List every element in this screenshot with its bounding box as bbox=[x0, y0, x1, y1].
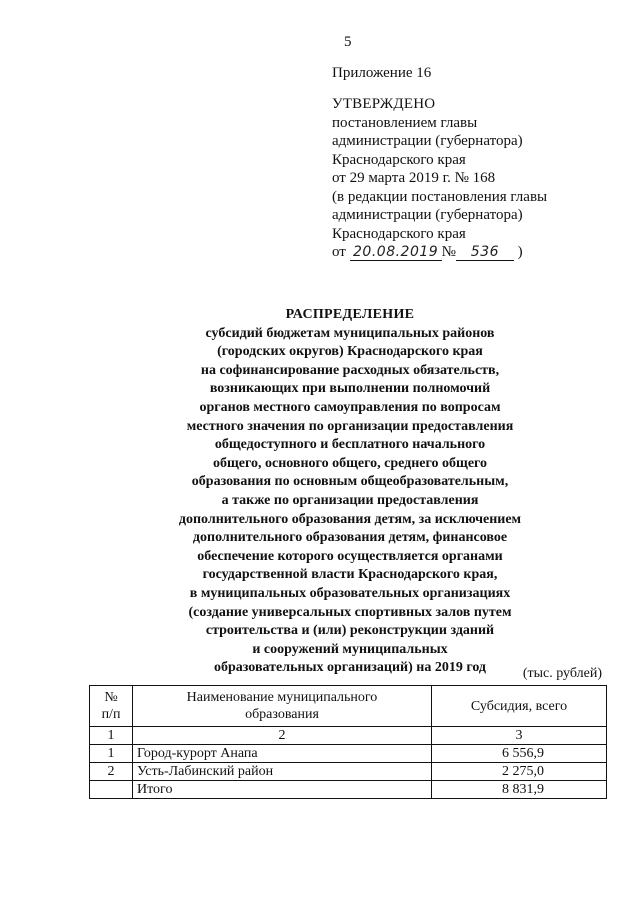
title-line: (городских округов) Краснодарского края bbox=[217, 344, 483, 360]
approval-line: от 29 марта 2019 г. № 168 bbox=[332, 170, 496, 186]
title-line: а также по организации предоставления bbox=[221, 492, 479, 508]
title-line: образовательных организаций) на 2019 год bbox=[213, 660, 487, 676]
page-number: 5 bbox=[344, 34, 352, 50]
title-line: дополнительного образования детям, финансовое bbox=[192, 530, 508, 546]
title-heading: РАСПРЕДЕЛЕНИЕ bbox=[285, 307, 415, 322]
header-name bbox=[133, 686, 432, 727]
header-subsidy: Субсидия, всего bbox=[432, 686, 607, 727]
title-line: субсидий бюджетам муниципальных районов bbox=[205, 325, 495, 341]
title-line: органов местного самоуправления по вопросам bbox=[199, 399, 501, 415]
handwritten-date-field bbox=[350, 244, 442, 261]
title-line: общего, основного общего, среднего общего bbox=[212, 455, 488, 471]
amendment-date-line bbox=[332, 243, 547, 262]
column-index: 1 bbox=[90, 727, 133, 745]
total-row bbox=[90, 781, 607, 799]
appendix-label: Приложение 16 bbox=[332, 65, 432, 81]
subsidy-table bbox=[89, 685, 607, 799]
header-name-line1: Наименование муниципального bbox=[186, 690, 378, 705]
row-number: 1 bbox=[90, 745, 133, 763]
row-subsidy: 2 275,0 bbox=[432, 763, 607, 781]
header-number-line1: № bbox=[104, 690, 118, 705]
header-number bbox=[90, 686, 133, 727]
title-line: (создание универсальных спортивных залов путем bbox=[188, 604, 512, 620]
title-line: строительства и (или) реконструкции зданий bbox=[205, 623, 495, 639]
table-row bbox=[90, 745, 607, 763]
header-name-line2: образования bbox=[245, 707, 319, 722]
approval-line: (в редакции постановления главы bbox=[332, 188, 548, 205]
row-municipality: Город-курорт Анапа bbox=[133, 745, 432, 763]
title-line: и сооружений муниципальных bbox=[252, 641, 448, 657]
title-line: государственной власти Краснодарского края, bbox=[202, 567, 498, 583]
number-sign: № bbox=[441, 244, 456, 260]
handwritten-number: 536 bbox=[470, 244, 500, 260]
title-line: обеспечение которого осуществляется органами bbox=[197, 548, 503, 564]
date-prefix: от bbox=[332, 244, 346, 260]
closing-paren: ) bbox=[517, 244, 523, 260]
document-title bbox=[130, 306, 570, 678]
approval-line: Краснодарского края bbox=[332, 225, 466, 242]
approval-line: администрации (губернатора) bbox=[332, 133, 523, 149]
units-label: (тыс. рублей) bbox=[522, 666, 602, 681]
total-number bbox=[90, 781, 133, 799]
row-municipality: Усть-Лабинский район bbox=[133, 763, 432, 781]
approval-line: Краснодарского края bbox=[332, 151, 466, 168]
title-line: местного значения по организации предоставления bbox=[186, 418, 514, 434]
title-line: дополнительного образования детям, за исключением bbox=[178, 511, 522, 527]
column-index: 2 bbox=[133, 727, 432, 745]
approval-line: постановлением главы bbox=[332, 114, 478, 131]
title-line: возникающих при выполнении полномочий bbox=[209, 381, 491, 397]
title-line: в муниципальных образовательных организациях bbox=[189, 585, 511, 601]
column-index: 3 bbox=[432, 727, 607, 745]
title-line: образования по основным общеобразовательным, bbox=[191, 474, 509, 490]
approval-line: администрации (губернатора) bbox=[332, 207, 523, 223]
row-number: 2 bbox=[90, 763, 133, 781]
column-index-row bbox=[90, 727, 607, 745]
row-subsidy: 6 556,9 bbox=[432, 745, 607, 763]
total-subsidy: 8 831,9 bbox=[432, 781, 607, 799]
handwritten-number-field bbox=[456, 244, 514, 261]
approval-block bbox=[332, 95, 547, 262]
title-line: на софинансирование расходных обязательств, bbox=[200, 362, 500, 378]
header-number-line2: п/п bbox=[101, 707, 121, 722]
title-line: общедоступного и бесплатного начального bbox=[214, 437, 486, 453]
total-label: Итого bbox=[133, 781, 432, 799]
table-header-row bbox=[90, 686, 607, 727]
table-row bbox=[90, 763, 607, 781]
handwritten-date: 20.08.2019 bbox=[353, 244, 439, 260]
approved-stamp-text: УТВЕРЖДЕНО bbox=[332, 96, 436, 112]
